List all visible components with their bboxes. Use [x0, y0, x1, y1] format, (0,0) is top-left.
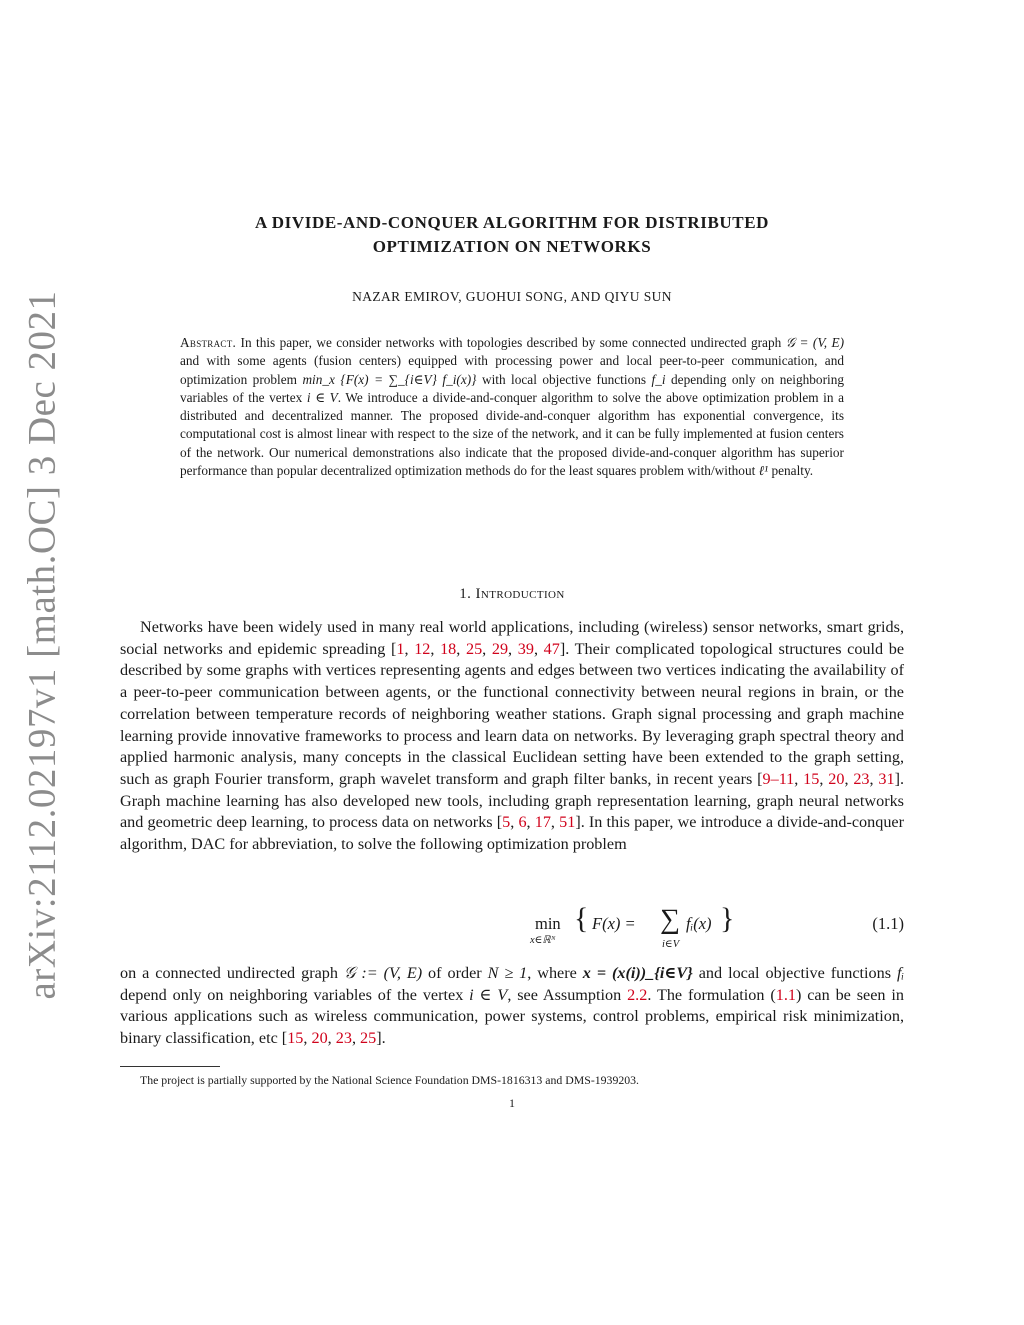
- abstract-text-3: with local objective functions: [476, 371, 652, 387]
- paragraph-text: of order: [422, 964, 488, 982]
- citation-link[interactable]: 23: [335, 1029, 352, 1048]
- citation-link[interactable]: 15: [287, 1029, 304, 1048]
- equation-left-brace: {: [574, 902, 589, 935]
- equation-body: [530, 900, 750, 952]
- vertex-symbol: i ∈ V: [469, 985, 508, 1004]
- abstract-text-2: and with some agents (fusion centers) equipped with processing power and local peer-to-peer communication, and optimization problem: [180, 353, 844, 387]
- citation-link[interactable]: 1: [396, 639, 405, 658]
- citation-link[interactable]: 12: [414, 639, 431, 658]
- citation-link[interactable]: 47: [543, 639, 560, 658]
- citation-link[interactable]: 25: [465, 639, 483, 658]
- vector-x-symbol: x = (x(i))_{i∈V}: [582, 964, 693, 982]
- citation-group-2: 9–11, 15, 20, 23, 31: [762, 769, 895, 788]
- citation-link[interactable]: 20: [311, 1029, 328, 1048]
- abstract-problem-formula: min_x {F(x) = ∑_{i∈V} f_i(x)}: [302, 371, 477, 387]
- abstract-text-1: In this paper, we consider networks with topologies described by some connected undirected graph: [236, 335, 786, 350]
- paragraph-text: . The formulation (: [647, 985, 776, 1004]
- citation-group-1: 1, 12, 18, 25, 29, 39, 47: [396, 639, 560, 658]
- equation-min-operator: min: [535, 914, 561, 933]
- citation-link[interactable]: 5: [502, 813, 511, 832]
- citation-link[interactable]: 29: [491, 639, 509, 658]
- paragraph-text: ].: [376, 1029, 386, 1048]
- equation-summand: fᵢ(x): [686, 914, 712, 933]
- abstract-text-6: penalty.: [768, 463, 814, 479]
- section-heading-introduction: [120, 586, 904, 603]
- arxiv-identifier-stamp: [18, 290, 66, 1000]
- assumption-reference-link[interactable]: 2.2: [627, 985, 648, 1004]
- paragraph-text: depend only on neighboring variables of the vertex: [120, 985, 470, 1004]
- paragraph-text: Networks have been widely used in many real world applications, including (wireless) sensor networks, smart grids, social networks and epidemic spreading [: [120, 618, 904, 658]
- abstract-l1-symbol: ℓ¹: [758, 463, 769, 479]
- arxiv-id-text: arXiv:2112.02197v1 [math.OC] 3 Dec 2021: [20, 290, 64, 1000]
- paragraph-text: ]. In this paper, we introduce a divide-and-conquer algorithm, DAC for abbreviation, to solve the following optimization problem: [120, 813, 904, 854]
- title-line-2: OPTIMIZATION ON NETWORKS: [372, 237, 652, 256]
- paragraph-text: ]. Graph machine learning has also developed new tools, including graph representation learning, graph neural networks and geometric deep learning, to process data on networks [: [120, 769, 905, 832]
- intro-paragraph-1: [120, 617, 904, 856]
- citation-link[interactable]: 6: [518, 813, 527, 832]
- citation-link[interactable]: 25: [360, 1029, 377, 1048]
- fi-symbol: fᵢ: [896, 964, 905, 982]
- abstract-text-5: . We introduce a divide-and-conquer algorithm to solve the above optimization problem in a distributed and decentralized manner. The proposed divide-and-conquer algorithm has exponential convergence, its computational cost is almost linear with respect to the size of the network, and it can be fully implemented at fusion centers of the network. Our numerical demonstrations also indicate that the proposed divide-and-conquer algorithm has superior performance than popular decentralized optimization methods do for the least squares problem with/without: [180, 389, 844, 479]
- equation-number: (1.1): [872, 914, 904, 933]
- equation-sum-subscript: i∈V: [662, 939, 680, 950]
- abstract-block: [180, 334, 844, 480]
- citation-link[interactable]: 39: [517, 639, 534, 658]
- abstract-label: Abstract.: [180, 335, 237, 350]
- paragraph-text: , see Assumption: [507, 985, 628, 1004]
- citation-link[interactable]: 31: [878, 769, 895, 788]
- footnote-funding: The project is partially supported by the National Science Foundation DMS-1816313 and DMS-1939203.: [140, 1073, 639, 1087]
- equation-sum-symbol: ∑: [660, 904, 680, 935]
- section-number: 1.: [459, 586, 472, 602]
- equation-reference-link[interactable]: 1.1: [775, 985, 796, 1004]
- citation-link[interactable]: 20: [828, 769, 845, 788]
- abstract-graph-symbol: 𝒢 = (V, E): [785, 335, 844, 350]
- author-list: NAZAR EMIROV, GUOHUI SONG, AND QIYU SUN: [352, 289, 672, 304]
- order-symbol: N ≥ 1: [487, 964, 528, 982]
- paragraph-text: ]. Their complicated topological structures could be described by some graphs with vertices representing agents and edges between two vertices indicating the availability of a peer-to-peer communication between agents, or the functional connectivity between neural regions in brain, or the correlation between temperature records of neighboring weather stations. Graph signal processing and graph machine learning provide innovative frameworks to process and learn data on networks. By leveraging graph spectral theory and applied harmonic analysis, many concepts in the classical Euclidean setting have been extended to the graph setting, such as graph Fourier transform, graph wavelet transform and graph filter banks, in recent years [: [120, 639, 905, 788]
- equation-lhs: F(x) =: [592, 914, 636, 933]
- equation-right-brace: }: [720, 902, 735, 935]
- page-number: 1: [509, 1096, 515, 1110]
- equation-1-1: [120, 900, 904, 952]
- abstract-vertex-symbol: i ∈ V: [306, 389, 338, 405]
- abstract-text-4: depending only on neighboring variables of the vertex: [180, 371, 844, 405]
- title-line-1: A DIVIDE-AND-CONQUER ALGORITHM FOR DISTRIBUTED: [254, 213, 770, 232]
- citation-link[interactable]: 9–11: [762, 769, 795, 788]
- citation-link[interactable]: 51: [559, 813, 576, 832]
- paragraph-text: ) can be seen in various applications such as wireless communication, power systems, control problems, empirical risk minimization, binary classification, etc [: [120, 985, 904, 1048]
- citation-link[interactable]: 17: [534, 813, 551, 832]
- intro-paragraph-2: [120, 963, 904, 1050]
- citation-link[interactable]: 15: [803, 769, 820, 788]
- graph-symbol: 𝒢 := (V, E): [343, 964, 423, 982]
- paper-title: [150, 211, 874, 259]
- paragraph-text: on a connected undirected graph: [120, 964, 344, 982]
- equation-min-subscript: x∈ℝᴺ: [530, 935, 556, 946]
- citation-group-4: 15, 20, 23, 25: [287, 1029, 377, 1048]
- citation-link[interactable]: 18: [440, 639, 457, 658]
- section-title: Introduction: [475, 586, 565, 602]
- paragraph-text: , where: [527, 964, 583, 982]
- paragraph-text: and local objective functions: [692, 964, 897, 982]
- abstract-fi-symbol: f_i: [651, 371, 666, 387]
- footnote-rule: [120, 1066, 220, 1067]
- citation-link[interactable]: 23: [853, 769, 870, 788]
- citation-group-3: 5, 6, 17, 51: [502, 813, 576, 832]
